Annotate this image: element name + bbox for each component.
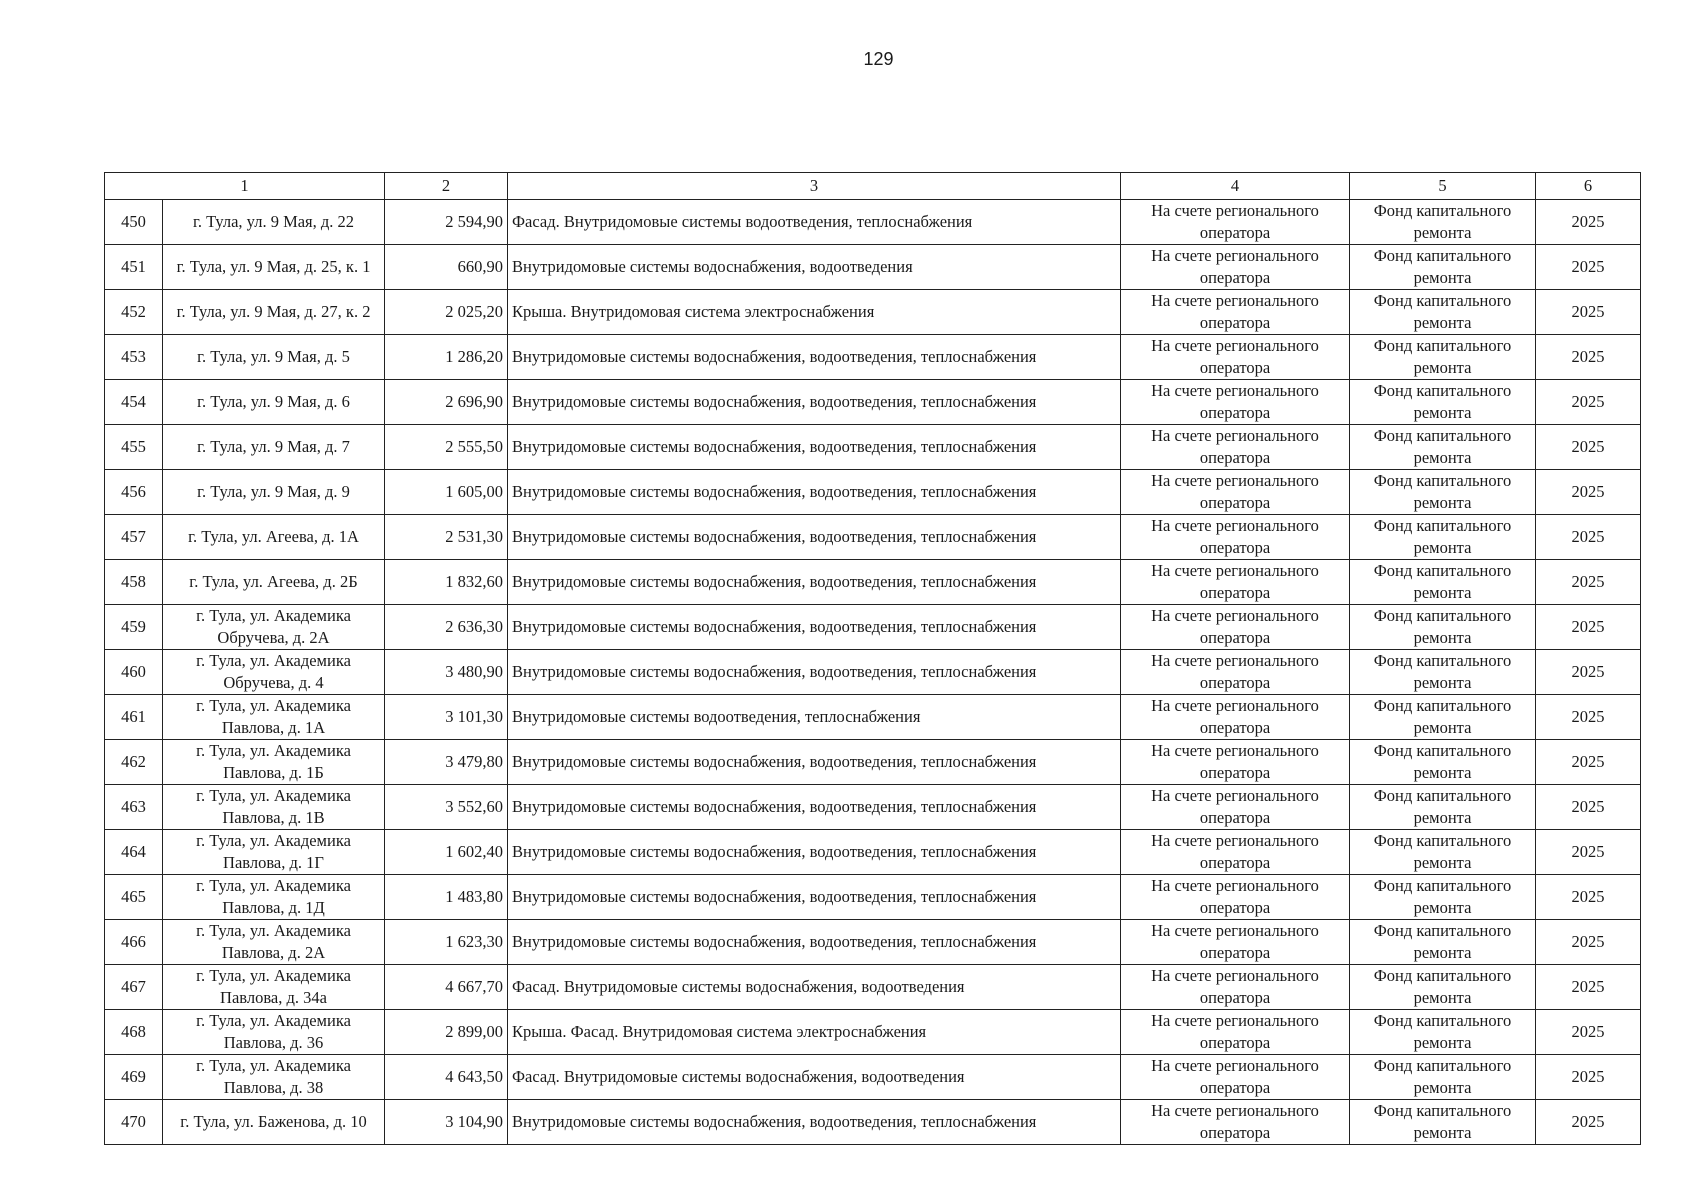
works-cell: Внутридомовые системы водоснабжения, водоотведения, теплоснабжения <box>508 740 1121 785</box>
table-row <box>105 470 1641 515</box>
funding-source-cell: Фонд капитального ремонта <box>1350 1055 1536 1100</box>
works-cell: Внутридомовые системы водоснабжения, водоотведения, теплоснабжения <box>508 335 1121 380</box>
works-cell: Внутридомовые системы водоснабжения, водоотведения, теплоснабжения <box>508 425 1121 470</box>
year-cell: 2025 <box>1536 830 1641 875</box>
table-row <box>105 1010 1641 1055</box>
funds-status-cell: На счете регионального оператора <box>1121 875 1350 920</box>
cost-cell: 3 552,60 <box>385 785 508 830</box>
cost-cell: 2 531,30 <box>385 515 508 560</box>
funding-source-cell: Фонд капитального ремонта <box>1350 200 1536 245</box>
cost-cell: 1 602,40 <box>385 830 508 875</box>
cost-cell: 2 555,50 <box>385 425 508 470</box>
year-cell: 2025 <box>1536 740 1641 785</box>
address-cell: г. Тула, ул. 9 Мая, д. 7 <box>163 425 385 470</box>
row-number: 470 <box>105 1100 163 1145</box>
funding-source-cell: Фонд капитального ремонта <box>1350 1100 1536 1145</box>
address-cell: г. Тула, ул. Академика Павлова, д. 1Д <box>163 875 385 920</box>
year-cell: 2025 <box>1536 965 1641 1010</box>
cost-cell: 1 286,20 <box>385 335 508 380</box>
cost-cell: 2 025,20 <box>385 290 508 335</box>
address-cell: г. Тула, ул. Академика Обручева, д. 2А <box>163 605 385 650</box>
year-cell: 2025 <box>1536 695 1641 740</box>
row-number: 468 <box>105 1010 163 1055</box>
row-number: 455 <box>105 425 163 470</box>
address-cell: г. Тула, ул. Академика Павлова, д. 1А <box>163 695 385 740</box>
funds-status-cell: На счете регионального оператора <box>1121 245 1350 290</box>
funds-status-cell: На счете регионального оператора <box>1121 1010 1350 1055</box>
funds-status-cell: На счете регионального оператора <box>1121 425 1350 470</box>
table-body <box>105 200 1641 1145</box>
header-col-4: 4 <box>1121 173 1350 200</box>
works-cell: Внутридомовые системы водоснабжения, водоотведения, теплоснабжения <box>508 650 1121 695</box>
year-cell: 2025 <box>1536 1010 1641 1055</box>
cost-cell: 4 643,50 <box>385 1055 508 1100</box>
year-cell: 2025 <box>1536 380 1641 425</box>
cost-cell: 4 667,70 <box>385 965 508 1010</box>
table-row <box>105 425 1641 470</box>
row-number: 452 <box>105 290 163 335</box>
cost-cell: 2 594,90 <box>385 200 508 245</box>
table-row <box>105 695 1641 740</box>
funding-source-cell: Фонд капитального ремонта <box>1350 560 1536 605</box>
address-cell: г. Тула, ул. Академика Обручева, д. 4 <box>163 650 385 695</box>
year-cell: 2025 <box>1536 200 1641 245</box>
year-cell: 2025 <box>1536 875 1641 920</box>
address-cell: г. Тула, ул. Академика Павлова, д. 38 <box>163 1055 385 1100</box>
table-row <box>105 785 1641 830</box>
row-number: 456 <box>105 470 163 515</box>
table-row <box>105 1100 1641 1145</box>
funding-source-cell: Фонд капитального ремонта <box>1350 695 1536 740</box>
funds-status-cell: На счете регионального оператора <box>1121 200 1350 245</box>
year-cell: 2025 <box>1536 470 1641 515</box>
row-number: 464 <box>105 830 163 875</box>
table-row <box>105 650 1641 695</box>
row-number: 466 <box>105 920 163 965</box>
works-cell: Внутридомовые системы водоснабжения, водоотведения, теплоснабжения <box>508 470 1121 515</box>
table-header <box>105 173 1641 200</box>
address-cell: г. Тула, ул. Баженова, д. 10 <box>163 1100 385 1145</box>
funding-source-cell: Фонд капитального ремонта <box>1350 335 1536 380</box>
table-row <box>105 740 1641 785</box>
funds-status-cell: На счете регионального оператора <box>1121 335 1350 380</box>
row-number: 453 <box>105 335 163 380</box>
header-row <box>105 173 1641 200</box>
table-row <box>105 245 1641 290</box>
works-cell: Крыша. Фасад. Внутридомовая система электроснабжения <box>508 1010 1121 1055</box>
row-number: 451 <box>105 245 163 290</box>
address-cell: г. Тула, ул. 9 Мая, д. 5 <box>163 335 385 380</box>
funds-status-cell: На счете регионального оператора <box>1121 1055 1350 1100</box>
cost-cell: 3 101,30 <box>385 695 508 740</box>
works-cell: Внутридомовые системы водоснабжения, водоотведения, теплоснабжения <box>508 605 1121 650</box>
funds-status-cell: На счете регионального оператора <box>1121 290 1350 335</box>
funds-status-cell: На счете регионального оператора <box>1121 830 1350 875</box>
works-cell: Внутридомовые системы водоснабжения, водоотведения, теплоснабжения <box>508 920 1121 965</box>
address-cell: г. Тула, ул. Академика Павлова, д. 36 <box>163 1010 385 1055</box>
page-number: 129 <box>863 49 894 69</box>
address-cell: г. Тула, ул. 9 Мая, д. 27, к. 2 <box>163 290 385 335</box>
works-cell: Внутридомовые системы водоснабжения, водоотведения, теплоснабжения <box>508 515 1121 560</box>
funds-status-cell: На счете регионального оператора <box>1121 920 1350 965</box>
year-cell: 2025 <box>1536 1055 1641 1100</box>
header-col-3: 3 <box>508 173 1121 200</box>
row-number: 459 <box>105 605 163 650</box>
row-number: 457 <box>105 515 163 560</box>
row-number: 460 <box>105 650 163 695</box>
works-cell: Внутридомовые системы водоснабжения, водоотведения, теплоснабжения <box>508 380 1121 425</box>
works-cell: Внутридомовые системы водоснабжения, водоотведения, теплоснабжения <box>508 830 1121 875</box>
address-cell: г. Тула, ул. Агеева, д. 2Б <box>163 560 385 605</box>
year-cell: 2025 <box>1536 605 1641 650</box>
funds-status-cell: На счете регионального оператора <box>1121 470 1350 515</box>
row-number: 467 <box>105 965 163 1010</box>
year-cell: 2025 <box>1536 245 1641 290</box>
funds-status-cell: На счете регионального оператора <box>1121 740 1350 785</box>
address-cell: г. Тула, ул. 9 Мая, д. 22 <box>163 200 385 245</box>
funding-source-cell: Фонд капитального ремонта <box>1350 515 1536 560</box>
row-number: 454 <box>105 380 163 425</box>
works-cell: Внутридомовые системы водоотведения, теплоснабжения <box>508 695 1121 740</box>
table-row <box>105 335 1641 380</box>
funding-source-cell: Фонд капитального ремонта <box>1350 470 1536 515</box>
row-number: 465 <box>105 875 163 920</box>
works-cell: Фасад. Внутридомовые системы водоснабжения, водоотведения <box>508 1055 1121 1100</box>
table-row <box>105 605 1641 650</box>
address-cell: г. Тула, ул. 9 Мая, д. 9 <box>163 470 385 515</box>
funding-source-cell: Фонд капитального ремонта <box>1350 290 1536 335</box>
year-cell: 2025 <box>1536 290 1641 335</box>
year-cell: 2025 <box>1536 560 1641 605</box>
funding-source-cell: Фонд капитального ремонта <box>1350 830 1536 875</box>
funding-source-cell: Фонд капитального ремонта <box>1350 650 1536 695</box>
works-cell: Внутридомовые системы водоснабжения, водоотведения, теплоснабжения <box>508 875 1121 920</box>
cost-cell: 1 832,60 <box>385 560 508 605</box>
funds-status-cell: На счете регионального оператора <box>1121 695 1350 740</box>
funding-source-cell: Фонд капитального ремонта <box>1350 785 1536 830</box>
table-row <box>105 875 1641 920</box>
funding-source-cell: Фонд капитального ремонта <box>1350 920 1536 965</box>
address-cell: г. Тула, ул. Академика Павлова, д. 1Б <box>163 740 385 785</box>
funding-source-cell: Фонд капитального ремонта <box>1350 245 1536 290</box>
year-cell: 2025 <box>1536 335 1641 380</box>
address-cell: г. Тула, ул. Академика Павлова, д. 2А <box>163 920 385 965</box>
funding-source-cell: Фонд капитального ремонта <box>1350 380 1536 425</box>
address-cell: г. Тула, ул. 9 Мая, д. 25, к. 1 <box>163 245 385 290</box>
table-row <box>105 920 1641 965</box>
row-number: 458 <box>105 560 163 605</box>
table-row <box>105 515 1641 560</box>
header-col-2: 2 <box>385 173 508 200</box>
header-col-5: 5 <box>1350 173 1536 200</box>
cost-cell: 3 104,90 <box>385 1100 508 1145</box>
year-cell: 2025 <box>1536 1100 1641 1145</box>
address-cell: г. Тула, ул. Агеева, д. 1А <box>163 515 385 560</box>
row-number: 462 <box>105 740 163 785</box>
cost-cell: 660,90 <box>385 245 508 290</box>
works-cell: Внутридомовые системы водоснабжения, водоотведения, теплоснабжения <box>508 560 1121 605</box>
row-number: 461 <box>105 695 163 740</box>
works-cell: Фасад. Внутридомовые системы водоснабжения, водоотведения <box>508 965 1121 1010</box>
funds-status-cell: На счете регионального оператора <box>1121 605 1350 650</box>
table-row <box>105 380 1641 425</box>
row-number: 450 <box>105 200 163 245</box>
year-cell: 2025 <box>1536 515 1641 560</box>
row-number: 463 <box>105 785 163 830</box>
funding-source-cell: Фонд капитального ремонта <box>1350 605 1536 650</box>
cost-cell: 3 480,90 <box>385 650 508 695</box>
works-cell: Внутридомовые системы водоснабжения, водоотведения, теплоснабжения <box>508 785 1121 830</box>
table-row <box>105 290 1641 335</box>
funding-source-cell: Фонд капитального ремонта <box>1350 740 1536 785</box>
funds-status-cell: На счете регионального оператора <box>1121 965 1350 1010</box>
works-cell: Крыша. Внутридомовая система электроснабжения <box>508 290 1121 335</box>
works-cell: Фасад. Внутридомовые системы водоотведения, теплоснабжения <box>508 200 1121 245</box>
funding-source-cell: Фонд капитального ремонта <box>1350 965 1536 1010</box>
table-row <box>105 200 1641 245</box>
cost-cell: 1 483,80 <box>385 875 508 920</box>
year-cell: 2025 <box>1536 650 1641 695</box>
cost-cell: 2 696,90 <box>385 380 508 425</box>
cost-cell: 3 479,80 <box>385 740 508 785</box>
works-cell: Внутридомовые системы водоснабжения, водоотведения, теплоснабжения <box>508 1100 1121 1145</box>
table-row <box>105 830 1641 875</box>
year-cell: 2025 <box>1536 425 1641 470</box>
header-col-1: 1 <box>105 173 385 200</box>
cost-cell: 1 605,00 <box>385 470 508 515</box>
cost-cell: 1 623,30 <box>385 920 508 965</box>
table-row <box>105 560 1641 605</box>
cost-cell: 2 636,30 <box>385 605 508 650</box>
address-cell: г. Тула, ул. 9 Мая, д. 6 <box>163 380 385 425</box>
address-cell: г. Тула, ул. Академика Павлова, д. 34а <box>163 965 385 1010</box>
funding-source-cell: Фонд капитального ремонта <box>1350 425 1536 470</box>
funds-status-cell: На счете регионального оператора <box>1121 1100 1350 1145</box>
table-row <box>105 965 1641 1010</box>
capital-repair-table <box>104 172 1641 1145</box>
funds-status-cell: На счете регионального оператора <box>1121 650 1350 695</box>
year-cell: 2025 <box>1536 785 1641 830</box>
address-cell: г. Тула, ул. Академика Павлова, д. 1Г <box>163 830 385 875</box>
funding-source-cell: Фонд капитального ремонта <box>1350 1010 1536 1055</box>
funds-status-cell: На счете регионального оператора <box>1121 785 1350 830</box>
funds-status-cell: На счете регионального оператора <box>1121 515 1350 560</box>
address-cell: г. Тула, ул. Академика Павлова, д. 1В <box>163 785 385 830</box>
funds-status-cell: На счете регионального оператора <box>1121 380 1350 425</box>
header-col-6: 6 <box>1536 173 1641 200</box>
table-row <box>105 1055 1641 1100</box>
funding-source-cell: Фонд капитального ремонта <box>1350 875 1536 920</box>
funds-status-cell: На счете регионального оператора <box>1121 560 1350 605</box>
works-cell: Внутридомовые системы водоснабжения, водоотведения <box>508 245 1121 290</box>
row-number: 469 <box>105 1055 163 1100</box>
cost-cell: 2 899,00 <box>385 1010 508 1055</box>
year-cell: 2025 <box>1536 920 1641 965</box>
